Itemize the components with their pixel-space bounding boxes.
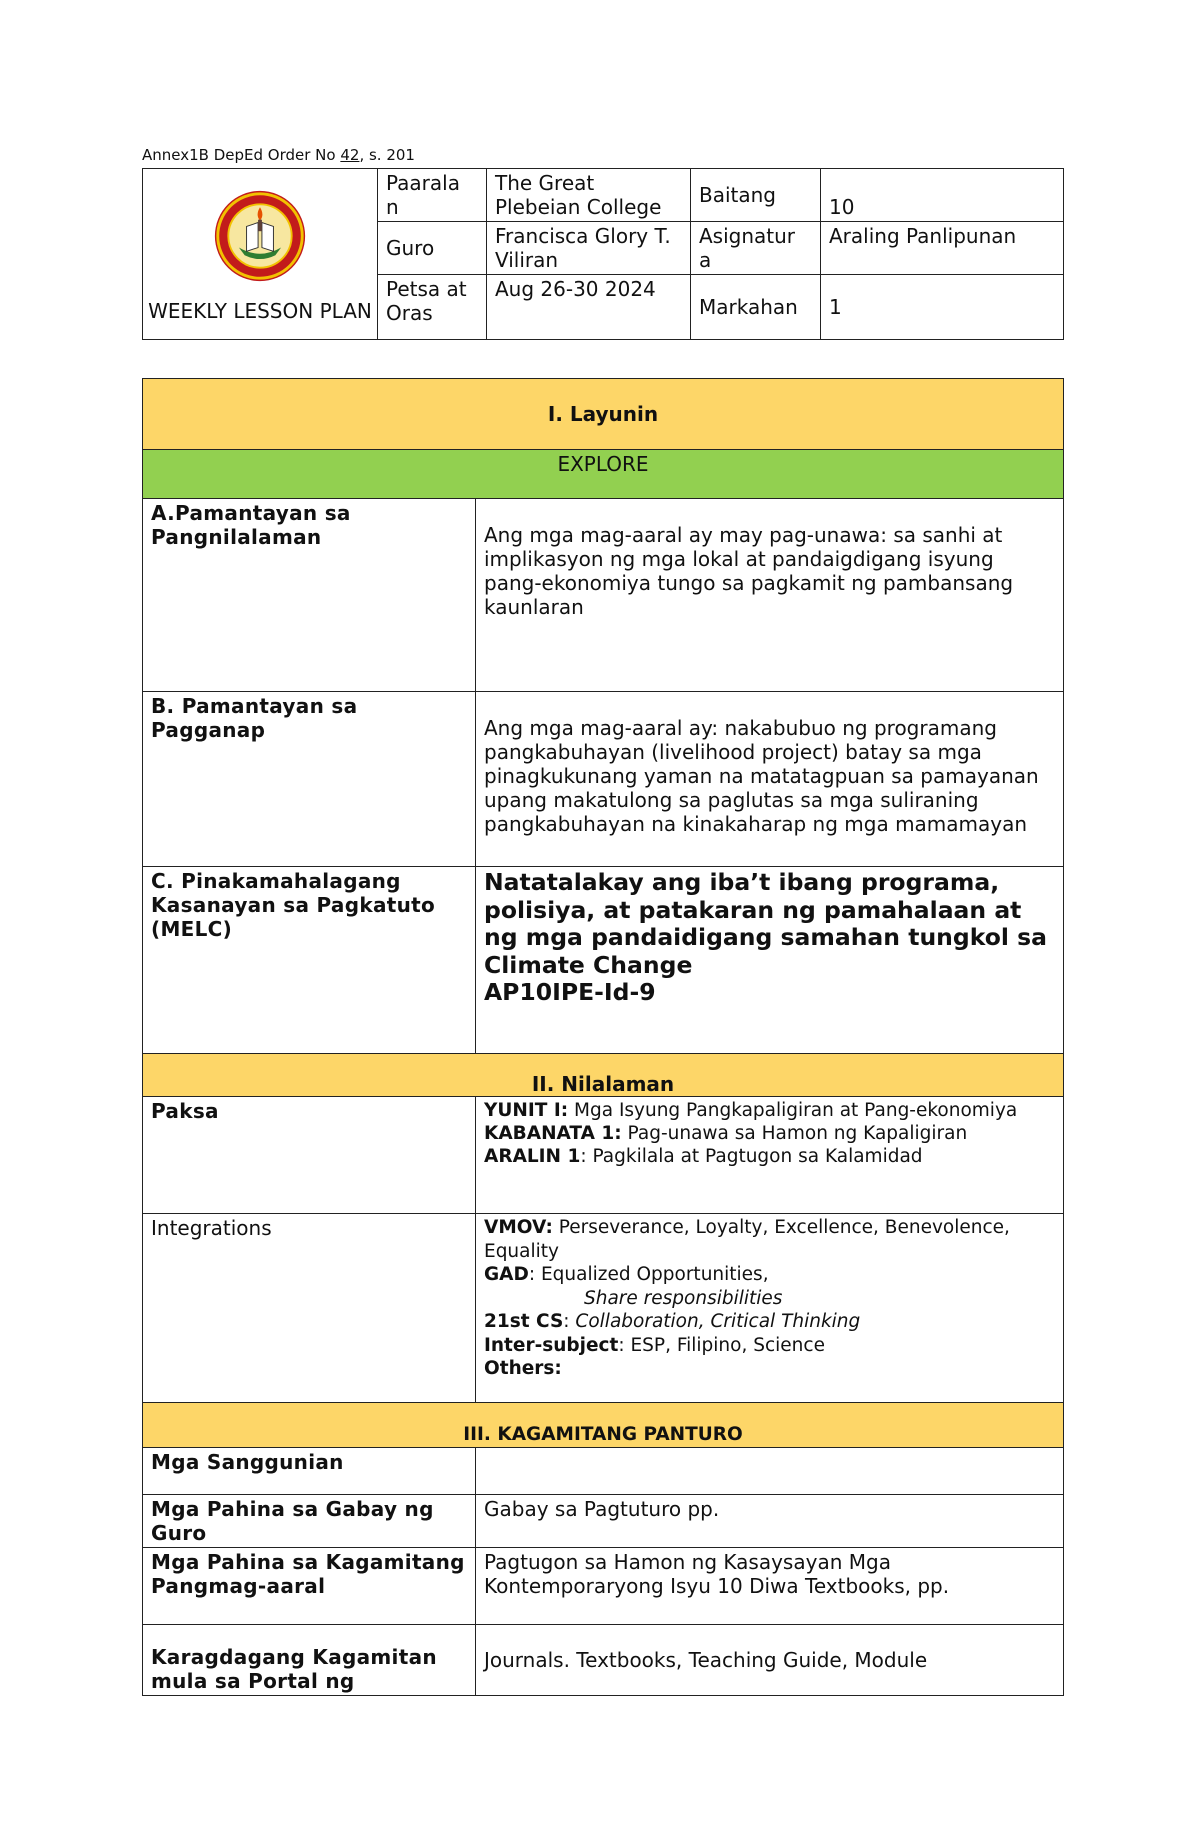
melc-value: Natatalakay ang iba’t ibang programa, polisiya, at patakaran ng pamahalaan at ng mga pandaidigang samahan tungkol sa Climate Change [484, 868, 1047, 979]
aralin-value: : Pagkilala at Pagtugon sa Kalamidad [580, 1146, 923, 1167]
gabay-label: Mga Pahina sa Gabay ng Guro [143, 1495, 476, 1548]
annex-suffix: , s. 201 [359, 146, 415, 164]
kagamitang-label: Mga Pahina sa Kagamitang Pangmag-aaral [143, 1548, 476, 1625]
header-table [142, 168, 1064, 340]
paksa-label: Paksa [143, 1097, 476, 1214]
kagamitang-value: Pagtugon sa Hamon ng Kasaysayan Mga Kontemporaryong Isyu 10 Diwa Textbooks, pp. [476, 1548, 1064, 1625]
yunit-value: Mga Isyung Pangkapaligiran at Pang-ekonomiya [568, 1100, 1018, 1121]
pamantayan-pangnilalaman-value: Ang mga mag-aaral ay may pag-unawa: sa sanhi at implikasyon ng mga lokal at pandaigdigang isyung pang-ekonomiya tungo sa pagkamit ng pambansang kaunlaran [476, 499, 1064, 692]
markahan-value: 1 [821, 275, 1064, 340]
paaralan-label: Paarala n [378, 169, 487, 222]
sanggunian-label: Mga Sanggunian [143, 1448, 476, 1495]
vmov-line [484, 1216, 1055, 1263]
inter-line [484, 1334, 1055, 1358]
section-kagamitan: III. KAGAMITANG PANTURO [143, 1403, 1064, 1448]
integrations-cell [476, 1214, 1064, 1403]
section-explore: EXPLORE [143, 450, 1064, 499]
paaralan-value: The Great Plebeian College [487, 169, 691, 222]
karagdagan-value: Journals. Textbooks, Teaching Guide, Module [476, 1625, 1064, 1696]
order-number: 42 [340, 146, 360, 164]
vmov-value: Perseverance, Loyalty, Excellence, Benevolence, Equality [484, 1217, 1010, 1262]
asignatura-value: Araling Panlipunan [821, 222, 1064, 275]
gad-line [484, 1263, 1055, 1287]
gad-label: GAD [484, 1264, 529, 1285]
cs-label: 21st CS [484, 1311, 564, 1332]
annex-prefix: Annex1B DepEd Order No [142, 146, 341, 164]
melc-cell [476, 867, 1064, 1054]
others-label: Others: [484, 1358, 562, 1379]
pamantayan-pagganap-value: Ang mga mag-aaral ay: nakabubuo ng programang pangkabuhayan (livelihood project) batay sa mga pinagkukunang yaman na matatagpuan sa pamayanan upang makatulong sa paglutas sa mga suliraning pangkabuhayan na kinakaharap ng mga mamamayan [476, 692, 1064, 867]
baitang-label: Baitang [691, 169, 821, 222]
inter-label: Inter-subject [484, 1334, 619, 1356]
markahan-label: Markahan [691, 275, 821, 340]
sanggunian-value [476, 1448, 1064, 1495]
petsa-label: Petsa at Oras [378, 275, 487, 340]
yunit-line [484, 1099, 1055, 1122]
cs-value: Collaboration, Critical Thinking [575, 1311, 861, 1332]
school-seal-icon [212, 188, 308, 284]
integrations-label: Integrations [143, 1214, 476, 1403]
cs-separator: : [563, 1311, 576, 1332]
pamantayan-pangnilalaman-label: A.Pamantayan sa Pangnilalaman [143, 499, 476, 692]
section-nilalaman: II. Nilalaman [143, 1054, 1064, 1097]
others-line [484, 1357, 1055, 1381]
melc-code: AP10IPE-Id-9 [484, 978, 656, 1006]
aralin-label: ARALIN 1 [484, 1146, 581, 1167]
inter-value: : ESP, Filipino, Science [618, 1334, 825, 1356]
section-layunin: I. Layunin [143, 379, 1064, 450]
petsa-value: Aug 26-30 2024 [487, 275, 691, 340]
pamantayan-pagganap-label: B. Pamantayan sa Pagganap [143, 692, 476, 867]
kabanata-value: Pag-unawa sa Hamon ng Kapaligiran [621, 1123, 968, 1144]
guro-value: Francisca Glory T. Viliran [487, 222, 691, 275]
plan-title: WEEKLY LESSON PLAN [148, 298, 372, 323]
gad-value-2: Share responsibilities [584, 1287, 783, 1309]
yunit-label: YUNIT I: [484, 1100, 569, 1121]
gad-line-2 [484, 1287, 1055, 1311]
gabay-value: Gabay sa Pagtuturo pp. [476, 1495, 1064, 1548]
lesson-table [142, 378, 1064, 1696]
annex-reference [142, 146, 415, 164]
baitang-value: 10 [821, 169, 1064, 222]
kabanata-line [484, 1122, 1055, 1145]
karagdagan-label: Karagdagang Kagamitan mula sa Portal ng [143, 1625, 476, 1696]
cs-line [484, 1310, 1055, 1334]
vmov-label: VMOV: [484, 1217, 553, 1238]
aralin-line [484, 1145, 1055, 1168]
gad-value: : Equalized Opportunities, [528, 1264, 769, 1285]
melc-label: C. Pinakamahalagang Kasanayan sa Pagkatuto (MELC) [143, 867, 476, 1054]
kabanata-label: KABANATA 1: [484, 1123, 622, 1144]
asignatura-label: Asignatur a [691, 222, 821, 275]
paksa-cell [476, 1097, 1064, 1214]
logo-cell [143, 169, 378, 340]
guro-label: Guro [378, 222, 487, 275]
